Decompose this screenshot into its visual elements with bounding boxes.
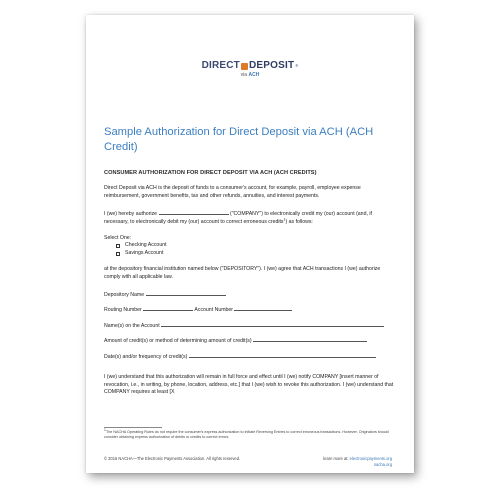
field-label: Amount of credit(s) or method of determining amount of credit(s) (104, 338, 252, 345)
logo-wordmark (202, 61, 299, 71)
names-on-account-blank[interactable] (161, 321, 384, 327)
logo-subline (86, 73, 414, 78)
footer-copyright: © 2016 NACHA—The Electronic Payments Association. All rights reserved. (104, 456, 241, 461)
field-label: Name(s) on the Account (104, 322, 160, 329)
authorize-text-2: ("COMPANY") to electronically credit my (our) account (and, if necessary, to electronically debit my (our) account to correct erroneous credits (104, 211, 372, 225)
option-label: Savings Account (125, 249, 164, 256)
select-one-label: Select One: (104, 235, 132, 242)
checkbox-icon[interactable] (116, 244, 120, 248)
logo-registered-mark: ® (295, 63, 299, 68)
footnote-divider (104, 427, 162, 428)
option-checking-account[interactable] (104, 242, 396, 249)
field-label: Date(s) and/or frequency of credit(s) (104, 353, 188, 360)
field-label: Account Number (194, 307, 234, 314)
field-dates (104, 352, 396, 361)
field-amount (104, 336, 396, 345)
authorize-paragraph (104, 209, 396, 226)
link-nacha[interactable]: nacha.org (373, 461, 392, 467)
option-label: Checking Account (125, 242, 167, 249)
authorize-text-1: I (we) hereby authorize (104, 211, 158, 218)
field-label: Routing Number (104, 307, 142, 314)
footnote-text: The NACHA Operating Rules do not require the consumer's express authorization to initiate Reversing Entries to correct erroneous transactions. However, Originators should consider obtaining express authorization of debits or credits to correct errors. (104, 430, 389, 440)
intro-paragraph: Direct Deposit via ACH is the deposit of funds to a consumer's account, for example, payroll, employee expense reimbursement, government benefits, tax and other refunds, annuities, and interest payments. (104, 185, 361, 199)
footnote-number: 1 (104, 428, 106, 432)
logo-sub-via: via (240, 72, 248, 78)
field-names-on-account (104, 321, 396, 330)
logo-word-direct: DIRECT (201, 60, 240, 71)
section-heading: CONSUMER AUTHORIZATION FOR DIRECT DEPOSIT VIA ACH (ACH CREDITS) (104, 170, 317, 176)
amount-blank[interactable] (253, 336, 367, 342)
footnote (104, 430, 392, 440)
company-name-blank[interactable] (159, 209, 229, 215)
logo-word-deposit: DEPOSIT (248, 60, 295, 71)
footer-learn-more: learn more at: (323, 456, 349, 461)
field-routing-account (104, 305, 396, 314)
document-title: Sample Authorization for Direct Deposit via ACH (ACH Credit) (104, 126, 374, 153)
dates-blank[interactable] (189, 352, 376, 358)
field-depository-name (104, 290, 396, 299)
routing-number-blank[interactable] (143, 305, 193, 311)
closing-paragraph: I (we) understand that this authorization will remain in full force and effect until I (we) notify COMPANY [insert manner of revocation, i.e., in writing, by phone, location, address, etc.] that I (we) wish to revoke this authorization. I (we) understand that COMPANY requires at least [X (104, 374, 394, 395)
option-savings-account[interactable] (104, 250, 396, 257)
direct-deposit-logo (86, 56, 414, 78)
link-electronicpayments[interactable]: electronicpayments.org (349, 456, 392, 461)
document-body (104, 170, 396, 396)
authorize-text-3: ) as follows: (285, 218, 313, 225)
footer-links (323, 456, 392, 467)
depository-name-blank[interactable] (146, 290, 226, 296)
depository-paragraph: at the depository financial institution named below ("DEPOSITORY"). I (we) agree that ACH transactions I (we) authorize comply with all applicable law. (104, 266, 381, 280)
logo-mark-icon (241, 63, 248, 70)
account-number-blank[interactable] (234, 305, 292, 311)
document-page (86, 15, 414, 473)
checkbox-icon[interactable] (116, 252, 120, 256)
logo-sub-ach: ACH (248, 72, 260, 78)
field-label: Depository Name (104, 292, 145, 299)
footnote-ref: 1 (283, 216, 286, 221)
